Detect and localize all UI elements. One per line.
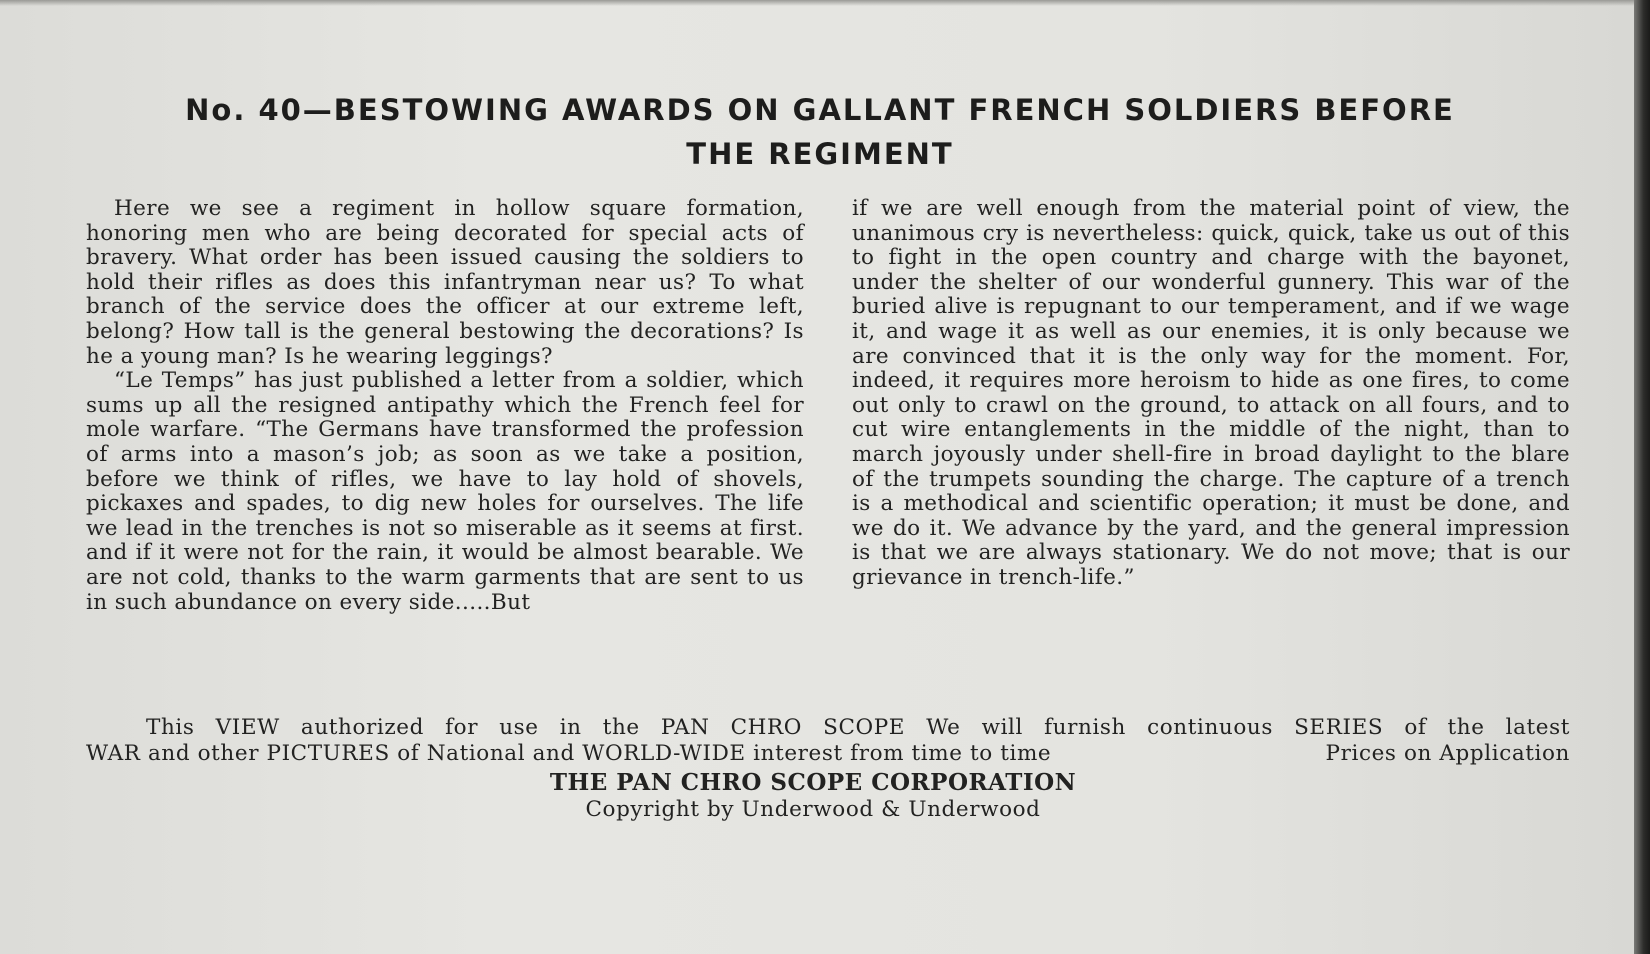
- footer-prices-text: Prices on Application: [1325, 741, 1570, 766]
- card-top-edge: [0, 0, 1636, 6]
- body-paragraph-questions: Here we see a regiment in hollow square formation, honoring men who are being decorated for special acts of bravery. What order has been issued causing the soldiers to hold their rifles as does this infantryman near us? To what branch of the service does the officer at our extreme left, belong? How tall is the general bestowing the decorations? Is he a young man? Is he wearing leggings?: [86, 196, 804, 369]
- card-title-line-1: No. 40—BESTOWING AWARDS ON GALLANT FRENCH SOLDIERS BEFORE: [185, 93, 1455, 127]
- body-paragraph-letter-start: “Le Temps” has just published a letter from a soldier, which sums up all the resigned antipathy which the French feel for mole warfare. “The Germans have transformed the profession of arms into a mason’s job; as soon as we take a position, before we think of rifles, we have to lay hold of shovels, pickaxes and spades, to dig new holes for ourselves. The life we lead in the trenches is not so miserable as it seems at first. and if it were not for the rain, it would be almost bearable. We are not cold, thanks to the warm garments that are sent to us in such abundance on every side.....But: [86, 368, 804, 615]
- card-footer: [86, 715, 1570, 823]
- card-title: [100, 88, 1540, 176]
- body-paragraph-letter-continued: if we are well enough from the material point of view, the unanimous cry is nevertheless: quick, quick, take us out of this to fight in the open country and charge with the bayonet, under the shelter of our wonderful gunnery. This war of the buried alive is repugnant to our temperament, and if we wage it, and wage it as well as our enemies, it is only because we are convinced that it is the only way for the moment. For, indeed, it requires more heroism to hide as one fires, to come out only to crawl on the ground, to attack on all fours, and to cut wire entanglements in the middle of the night, than to march joyously under shell-fire in broad daylight to the blare of the trumpets sounding the charge. The capture of a trench is a methodical and scientific operation; it must be done, and we do it. We advance by the yard, and the general impression is that we are always stationary. We do not move; that is our grievance in trench-life.”: [852, 196, 1570, 590]
- footer-series-text: WAR and other PICTURES of National and WORLD-WIDE interest from time to time: [86, 741, 1052, 766]
- body-column-left: [86, 197, 804, 615]
- footer-copyright: Copyright by Underwood & Underwood: [585, 797, 1041, 822]
- body-column-right: [852, 197, 1570, 591]
- card-right-edge-shadow: [1634, 0, 1650, 954]
- footer-series-line: [86, 741, 1570, 767]
- footer-authorization-line: This VIEW authorized for use in the PAN CHRO SCOPE We will furnish continuous SERIES of the latest: [146, 715, 1570, 740]
- footer-corporation-name: THE PAN CHRO SCOPE CORPORATION: [549, 769, 1077, 796]
- card-title-line-2: THE REGIMENT: [686, 137, 954, 171]
